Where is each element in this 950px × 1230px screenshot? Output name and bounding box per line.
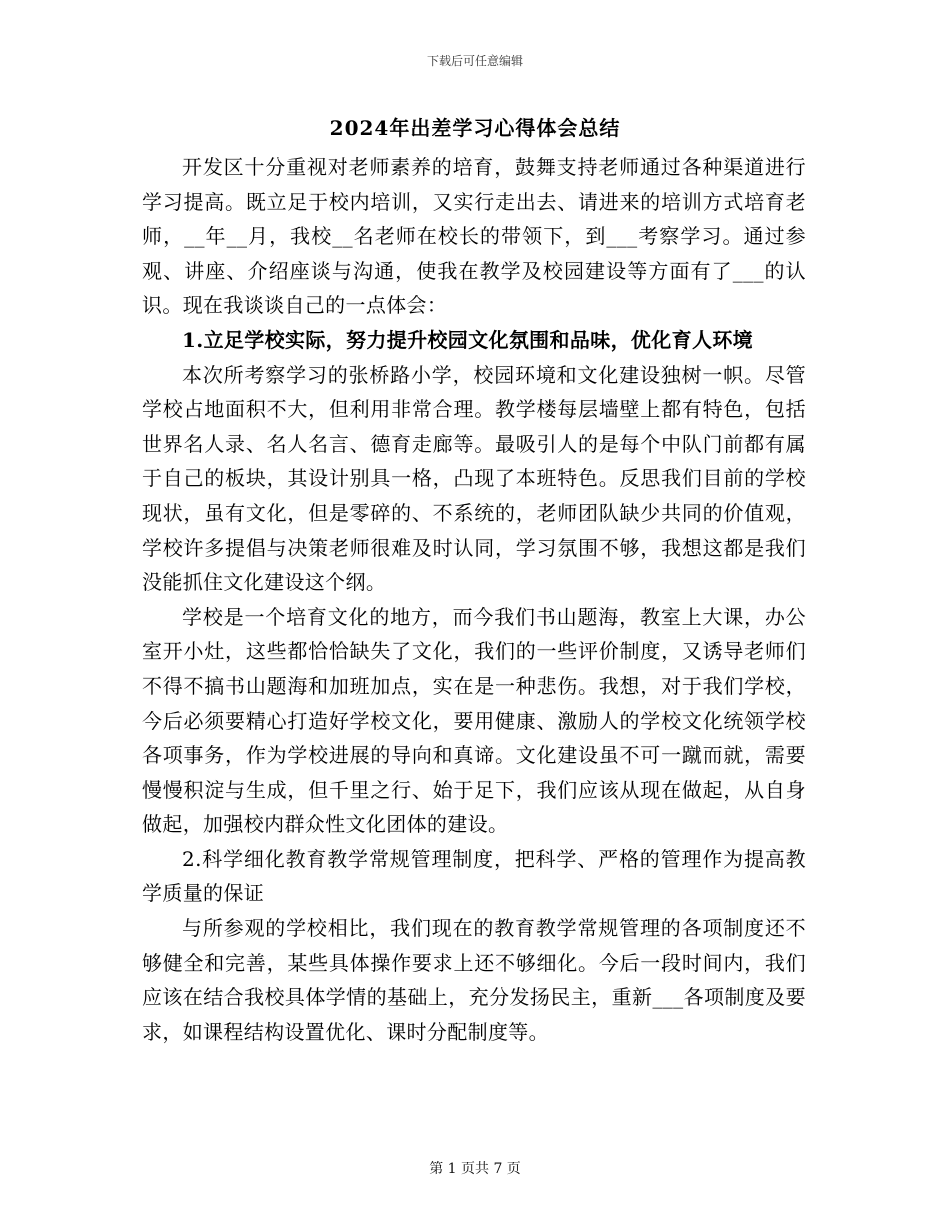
page-footer: 第 1 页共 7 页: [429, 1161, 521, 1177]
intro-paragraph: 开发区十分重视对老师素养的培育，鼓舞支持老师通过各种渠道进行学习提高。既立足于校内培训，又实行走出去、请进来的培训方式培育老师，__年__月，我校__名老师在校长的带领下，到___考察学习。通过参观、讲座、介绍座谈与沟通，使我在教学及校园建设等方面有了___的认识。现在我谈谈自己的一点体会：: [142, 155, 806, 318]
section-heading-1: 1.立足学校实际，努力提升校园文化氛围和品味，优化育人环境: [182, 327, 754, 352]
page-header-note: 下载后可任意编辑: [426, 54, 523, 68]
section-1-paragraph-1: 本次所考察学习的张桥路小学，校园环境和文化建设独树一帜。尽管学校占地面积不大，但利用非常合理。教学楼每层墙壁上都有特色，包括世界名人录、名人名言、德育走廊等。最吸引人的是每个中队门前都有属于自己的板块，其设计别具一格，凸现了本班特色。反思我们目前的学校现状，虽有文化，但是零碎的、不系统的，老师团队缺少共同的价值观，学校许多提倡与决策老师很难及时认同，学习氛围不够，我想这都是我们没能抓住文化建设这个纲。: [142, 362, 806, 595]
section-1-paragraph-2: 学校是一个培育文化的地方，而今我们书山题海，教室上大课，办公室开小灶，这些都恰恰缺失了文化，我们的一些评价制度，又诱导老师们不得不搞书山题海和加班加点，实在是一种悲伤。我想，对于我们学校，今后必须要精心打造好学校文化，要用健康、激励人的学校文化统领学校各项事务，作为学校进展的导向和真谛。文化建设虽不可一蹴而就，需要慢慢积淀与生成，但千里之行、始于足下，我们应该从现在做起，从自身做起，加强校内群众性文化团体的建设。: [142, 604, 806, 837]
section-heading-2: 2.科学细化教育教学常规管理制度，把科学、严格的管理作为提高教学质量的保证: [142, 846, 806, 906]
section-2-paragraph-1: 与所参观的学校相比，我们现在的教育教学常规管理的各项制度还不够健全和完善，某些具体操作要求上还不够细化。今后一段时间内，我们应该在结合我校具体学情的基础上，充分发扬民主，重新___各项制度及要求，如课程结构设置优化、课时分配制度等。: [142, 916, 806, 1044]
document-body: [142, 150, 806, 1049]
document-title: 2024年出差学习心得体会总结: [329, 116, 621, 140]
